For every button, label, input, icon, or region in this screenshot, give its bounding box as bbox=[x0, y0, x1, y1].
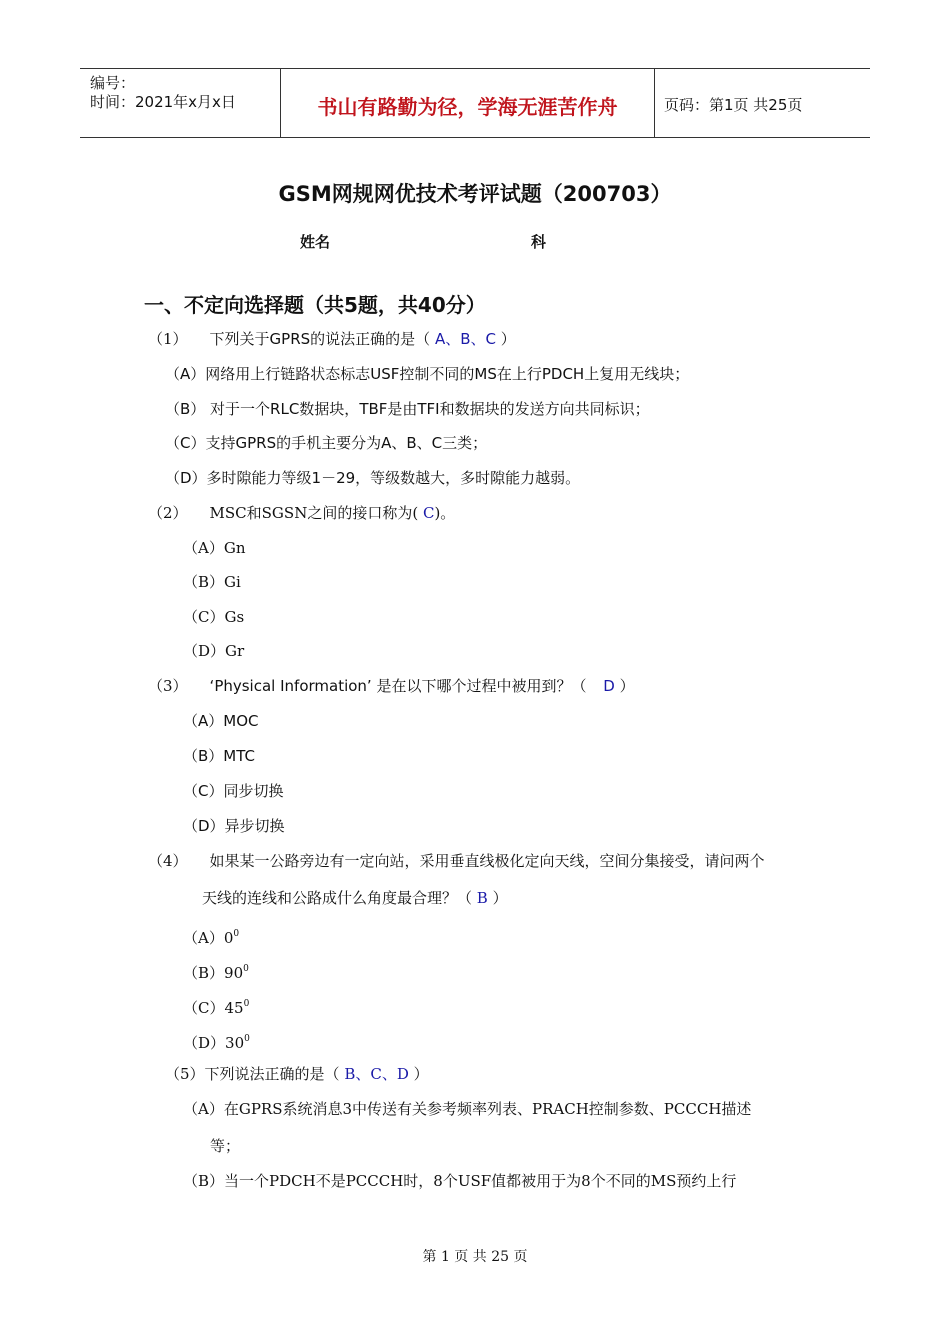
question-number: （5） bbox=[165, 1065, 205, 1083]
option-line: （B）当一个PDCH不是PCCCH时，8个USF值都被用于为8个不同的MS预约上行 bbox=[183, 1172, 737, 1190]
page-label: 页码：第1页 共25页 bbox=[664, 96, 803, 114]
question-4-stem-line2 bbox=[202, 888, 508, 908]
answer-text: B、C、D bbox=[344, 1065, 409, 1083]
question-text: 如果某一公路旁边有一定向站，采用垂直线极化定向天线，空间分集接受，请问两个 bbox=[209, 852, 765, 870]
question-3-stem bbox=[148, 676, 635, 696]
question-text-end: ） bbox=[413, 1065, 429, 1083]
answer-text: A、B、C bbox=[434, 330, 496, 348]
header-table bbox=[80, 68, 870, 138]
option-line: （A）网络用上行链路状态标志USF控制不同的MS在上行PDCH上复用无线块； bbox=[165, 365, 690, 383]
degree-superscript: 0 bbox=[243, 999, 250, 1009]
question-2-stem bbox=[148, 503, 455, 523]
answer-text: B bbox=[476, 889, 488, 907]
answer-text: D bbox=[603, 677, 615, 695]
option-line: （D）多时隙能力等级1－29，等级数越大，多时隙能力越弱。 bbox=[165, 469, 581, 487]
option-line: （B）MTC bbox=[183, 747, 255, 765]
question-number: （4） bbox=[148, 852, 188, 870]
option-line bbox=[183, 994, 249, 1018]
option-line: （C）Gs bbox=[183, 608, 245, 626]
option-label: （D）30 bbox=[183, 1034, 245, 1052]
degree-superscript: 0 bbox=[233, 929, 240, 939]
option-line: （D）Gr bbox=[183, 642, 245, 660]
option-line: （D）异步切换 bbox=[183, 817, 285, 835]
option-line: （A）在GPRS系统消息3中传送有关参考频率列表、PRACH控制参数、PCCCH描述 bbox=[183, 1100, 752, 1118]
question-5-stem bbox=[165, 1064, 429, 1084]
date-label: 时间：2021年x月x日 bbox=[90, 93, 236, 111]
question-text: 下列说法正确的是（ bbox=[204, 1065, 340, 1083]
question-number: （3） bbox=[148, 677, 188, 695]
degree-superscript: 0 bbox=[243, 964, 249, 974]
question-number: （2） bbox=[148, 504, 188, 522]
page-footer: 第 1 页 共 25 页 bbox=[422, 1249, 528, 1265]
option-line: （B）Gi bbox=[183, 573, 241, 591]
option-line: （B） 对于一个RLC数据块，TBF是由TFI和数据块的发送方向共同标识； bbox=[165, 400, 650, 418]
question-text-end: ） bbox=[500, 330, 516, 348]
header-middle-cell bbox=[280, 69, 655, 137]
option-label: （C）45 bbox=[183, 999, 244, 1017]
motto-text: 书山有路勤为径，学海无涯苦作舟 bbox=[317, 95, 618, 119]
question-text: MSC和SGSN之间的接口称为( bbox=[209, 504, 419, 522]
section-title: 一、不定向选择题（共5题，共40分） bbox=[144, 293, 486, 317]
option-line: （C）支持GPRS的手机主要分为A、B、C三类； bbox=[165, 434, 488, 452]
header-left-cell bbox=[80, 69, 280, 137]
subject-label: 科 bbox=[531, 233, 547, 251]
option-label: （A）0 bbox=[183, 929, 234, 947]
option-line: （A）Gn bbox=[183, 539, 246, 557]
option-line: （C）同步切换 bbox=[183, 782, 284, 800]
option-line bbox=[183, 924, 239, 948]
exam-title: GSM网规网优技术考评试题（200703） bbox=[278, 182, 672, 206]
option-line-continued: 等； bbox=[210, 1137, 241, 1155]
question-text: 下列关于GPRS的说法正确的是（ bbox=[209, 330, 431, 348]
serial-label: 编号： bbox=[90, 74, 136, 92]
question-text: 天线的连线和公路成什么角度最合理？（ bbox=[202, 889, 473, 907]
option-line bbox=[183, 1029, 250, 1053]
question-text-end: ） bbox=[492, 889, 508, 907]
header-right-cell bbox=[654, 69, 870, 137]
question-4-stem bbox=[148, 851, 765, 871]
degree-superscript: 0 bbox=[244, 1034, 250, 1044]
option-label: （B）90 bbox=[183, 964, 244, 982]
question-number: （1） bbox=[148, 330, 188, 348]
question-text: ‘Physical Information’ 是在以下哪个过程中被用到？（ bbox=[209, 677, 587, 695]
answer-text: C bbox=[422, 504, 435, 522]
option-line bbox=[183, 959, 249, 983]
option-line: （A）MOC bbox=[183, 712, 259, 730]
question-text-end: ） bbox=[619, 677, 635, 695]
question-1-stem bbox=[148, 329, 516, 349]
name-label: 姓名 bbox=[300, 233, 331, 251]
question-text-end: )。 bbox=[434, 504, 456, 522]
